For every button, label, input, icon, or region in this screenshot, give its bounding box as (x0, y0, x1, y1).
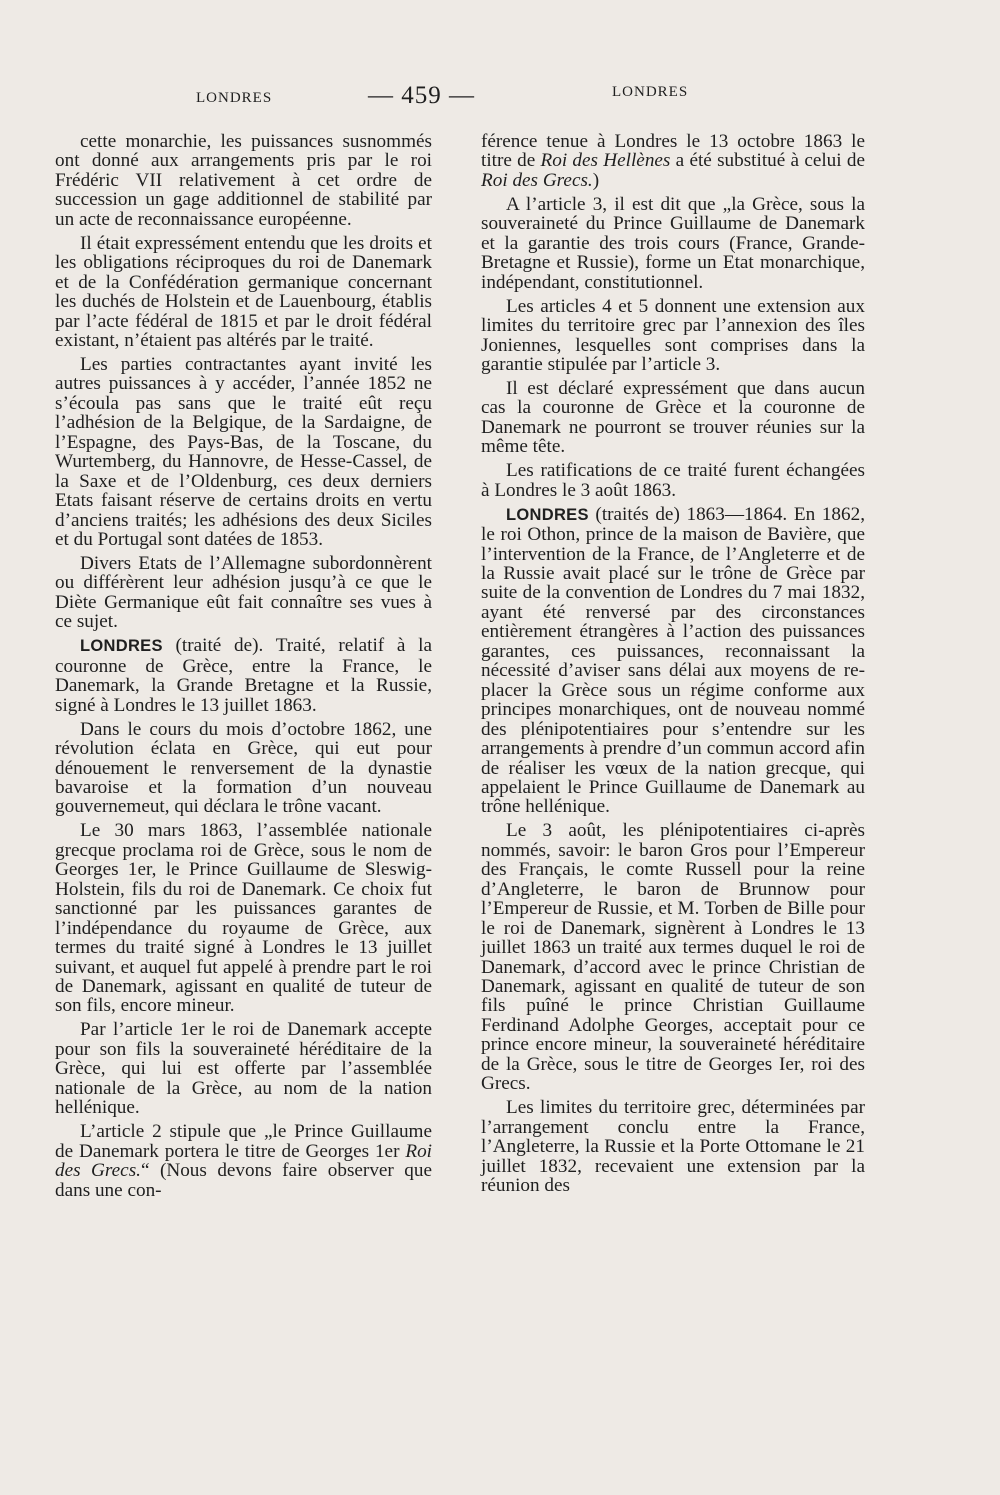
text-run: Divers Etats de l’Allemagne subordonnèrent ou différèrent leur adhésion jusqu’à ce que le Diète Germanique eût fait connaître ses vues à ce sujet. (55, 553, 432, 633)
text-run: Le 3 août, les plénipotentiaires ci-après nommés, savoir: le baron Gros pour l’Empereur des Français, le comte Russell pour la reine d’Angleterre, le baron de Brunnow pour l’Empereur de Russie, et M. Torben de Bille pour le roi de Danemark, signèrent à Londres le 13 juillet 1863 un traité aux termes duquel le roi de Danemark, d’accord avec le prince Christian de Danemark, agissant en qualité de tuteur de son fils puîné le prince Christian Guillaume Ferdinand Adolphe Georges, acceptait pour ce prince encore mineur, la souveraineté héréditaire de la Grèce, sous le titre de Georges Ier, roi des Grecs. (481, 820, 865, 1095)
text-run: Il est déclaré expressément que dans aucun cas la couronne de Grèce et la couronne de Danemark ne pourront se trouver réunies sur la même tête. (481, 377, 865, 458)
paragraph (55, 554, 432, 632)
text-run: Les parties contractantes ayant invité les autres puissances à y accéder, l’année 1852 ne s’écoula pas sans que le traité eût reçu l’adhésion de la Belgique, de la Sardaigne, de l’Espagne, des Pays-Bas, de la Toscane, du Wurtemberg, du Hannovre, de Hesse-Cassel, de la Saxe et de l’Oldenburg, ces deux derniers Etats faisant réserve de certains droits en vertu d’anciens traités; les adhésions des deux Siciles et du Portugal sont datées de 1853. (55, 353, 432, 551)
text-run: “ (Nous devons faire observer que dans une con- (55, 1160, 432, 1201)
paragraph (481, 505, 865, 817)
italic-text: Roi des Grecs. (481, 169, 593, 191)
left-column (55, 132, 432, 1205)
text-run: ) (592, 169, 600, 191)
text-run: Par l’article 1er le roi de Danemark accepte pour son fils la souveraineté héréditaire de la Grèce, qui lui est offerte par l’assemblée nationale de la Grèce, au nom de la nation hellénique. (55, 1019, 432, 1119)
paragraph (55, 1122, 432, 1200)
text-run: Il était expressément entendu que les droits et les obligations réciproques du roi de Danemark et de la Confédération germanique concernant les duchés de Holstein et de Lauenbourg, établis par l’acte fédéral de 1815 et par le droit fédéral existant, n’étaient pas altérés par le traité. (55, 232, 432, 352)
paragraph (481, 379, 865, 457)
paragraph (481, 461, 865, 500)
entry-keyword: LONDRES (506, 505, 589, 524)
paragraph (55, 1020, 432, 1117)
text-run: cette monarchie, les puissances susnommés ont donné aux arrangements pris par le roi Frédéric VII relativement à cet ordre de succession un gage additionnel de stabilité par un acte de reconnaissance européenne. (55, 131, 432, 230)
paragraph (481, 195, 865, 292)
paragraph (55, 821, 432, 1016)
header-left: LONDRES (196, 90, 273, 106)
text-run: Les articles 4 et 5 donnent une extension aux limites du territoire grec par l’annexion des îles Joniennes, lesquelles sont comprises dans la garantie stipulée par l’article 3. (481, 295, 865, 375)
paragraph (55, 355, 432, 550)
paragraph (55, 234, 432, 351)
text-run: Les ratifications de ce traité furent échangées à Londres le 3 août 1863. (481, 460, 865, 501)
italic-text: Roi des Hellènes (540, 150, 671, 172)
text-run: férence tenue à Londres le 13 octobre 1863 le titre de (481, 131, 865, 172)
entry-keyword: LONDRES (80, 637, 163, 656)
paragraph (481, 821, 865, 1093)
running-header (0, 82, 1000, 112)
paragraph (55, 636, 432, 715)
text-run: a été substitué à celui de (670, 150, 865, 172)
text-run: (traité de). Traité, relatif à la couronne de Grèce, entre la France, le Danemark, la Grande Bretagne et la Russie, signé à Londres le 13 juillet 1863. (55, 635, 432, 716)
paragraph (481, 132, 865, 190)
right-column (481, 132, 865, 1200)
paragraph (481, 1098, 865, 1195)
header-right: LONDRES (612, 84, 689, 100)
italic-text: Roi des Grecs. (55, 1140, 432, 1182)
paragraph (481, 297, 865, 375)
text-run: Les limites du territoire grec, déterminées par l’arrangement conclu entre la France, l’Angleterre, la Russie et la Porte Ottomane le 21 juillet 1832, recevaient une extension par la réunion des (481, 1097, 865, 1197)
text-run: A l’article 3, il est dit que „la Grèce, sous la souveraineté du Prince Guillaume de Danemark et la garantie des trois cours (France, Grande-Bretagne et Russie), forme un Etat monarchique, indépendant, constitutionnel. (481, 193, 865, 293)
page-number: — 459 — (368, 82, 475, 109)
text-run: (traités de) 1863—1864. En 1862, le roi Othon, prince de la maison de Bavière, que l’intervention de la France, de l’Angleterre et de la Russie avait placé sur le trône de Grèce par suite de la convention de Londres du 7 mai 1832, ayant été renversé par des circonstances entièrement étrangères à l’action des puissances garantes, ces puissances, reconnaissant la nécessité d’aviser sans délai aux moyens de replacer la Grèce sous un régime conforme aux principes monarchiques, ont de nouveau nommé des plénipotentiaires pour s’entendre sur les arrangements à prendre d’un commun accord afin de réaliser les vœux de la nation grecque, qui appelaient le Prince Guillaume de Danemark au trône hellénique. (481, 503, 865, 818)
text-run: Dans le cours du mois d’octobre 1862, une révolution éclata en Grèce, qui eut pour dénouement le renversement de la dynastie bavaroise et la formation d’un nouveau gouvernemeut, qui déclara le trône vacant. (55, 718, 432, 818)
paragraph (55, 132, 432, 229)
text-run: Le 30 mars 1863, l’assemblée nationale grecque proclama roi de Grèce, sous le nom de Georges 1er, le Prince Guillaume de Sleswig-Holstein, fils du roi de Danemark. Ce choix fut sanctionné par les puissances garantes de l’indépendance du royaume de Grèce, aux termes du traité signé à Londres le 13 juillet suivant, et auquel fut appelé à prendre part le roi de Danemark, agissant en qualité de tuteur de son fils, encore mineur. (55, 820, 432, 1017)
text-run: L’article 2 stipule que „le Prince Guillaume de Danemark portera le titre de Georges 1er (55, 1121, 432, 1162)
paragraph (55, 720, 432, 817)
